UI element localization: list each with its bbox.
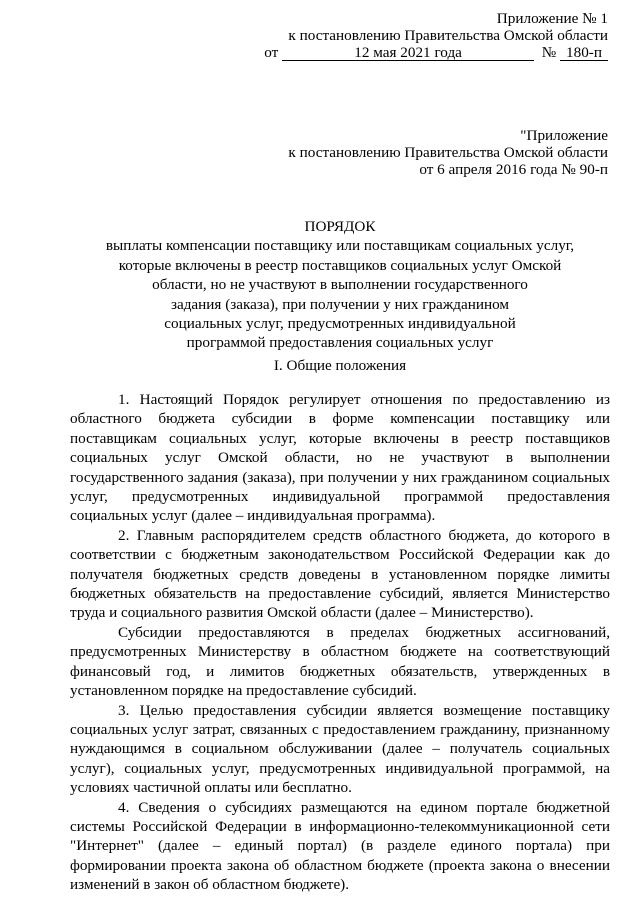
paragraph: 2. Главным распорядителем средств областного бюджета, до которого в соответствии с бюджетным законодательством Российской Федерации как до получателя бюджетных средств доведены в установленном порядке лимиты бюджетных обязательств на предоставление субсидий, является Министерство труда и социального развития Омской области (далее – Министерство). [70,526,610,622]
title-line: задания (заказа), при получении у них гражданином [170,295,510,313]
resolution-number: 180-п [560,46,608,61]
paragraph: 3. Целью предоставления субсидии является возмещение поставщику социальных услуг затрат, связанных с предоставлением гражданину, признанному нуждающимся в социальном обслуживании (далее – получатель социальных услуг), социальных услуг, предусмотренных индивидуальной программой, на условиях частичной оплаты или бесплатно. [70,701,610,797]
document-title [70,217,610,353]
prior-resolution-reference: к постановлению Правительства Омской области [288,144,608,161]
prior-appendix-label: "Приложение [520,127,608,144]
number-label: № [541,44,557,61]
title-line: которые включены в реестр поставщиков социальных услуг Омской [118,256,562,274]
resolution-date: 12 мая 2021 года [282,46,534,61]
title-heading: ПОРЯДОК [304,218,376,235]
title-line: социальных услуг, предусмотренных индивидуальной [164,315,516,333]
paragraph: 1. Настоящий Порядок регулирует отношения по предоставлению из областного бюджета субсидии в форме компенсации поставщику или поставщикам социальных услуг, которые включены в реестр поставщиков социальных услуг Омской области, но не участвуют в выполнении государственного задания (заказа), при получении у них гражданином социальных услуг, предусмотренных индивидуальной программой предоставления социальных услуг (далее – индивидуальная программа). [70,391,610,525]
appendix-header [264,10,608,61]
appendix-label: Приложение № 1 [496,10,608,27]
resolution-reference: к постановлению Правительства Омской области [288,27,608,44]
paragraph: 4. Сведения о субсидиях размещаются на едином портале бюджетной системы Российской Федерации в информационно-телекоммуникационной сети "Интернет" (далее – единый портал) (в разделе единого портала) при формировании проекта закона об областном бюджете (проекта закона о внесении изменений в закон об областном бюджете). [70,798,610,894]
resolution-date-line [264,44,608,61]
title-line: выплаты компенсации поставщику или поставщикам социальных услуг, [105,237,575,255]
from-label: от [264,44,279,61]
section-heading: I. Общие положения [273,357,407,374]
paragraph: Субсидии предоставляются в пределах бюджетных ассигнований, предусмотренных Министерству в областном бюджете на соответствующий финансовый год, и лимитов бюджетных обязательств, утвержденных в установленном порядке на предоставление субсидий. [70,623,610,700]
title-line: программой предоставления социальных услуг [186,334,494,352]
prior-resolution-date: от 6 апреля 2016 года № 90-п [419,161,608,178]
document-body [70,390,610,895]
title-line: области, но не участвуют в выполнении государственного [152,276,528,294]
prior-appendix-header [288,127,608,178]
